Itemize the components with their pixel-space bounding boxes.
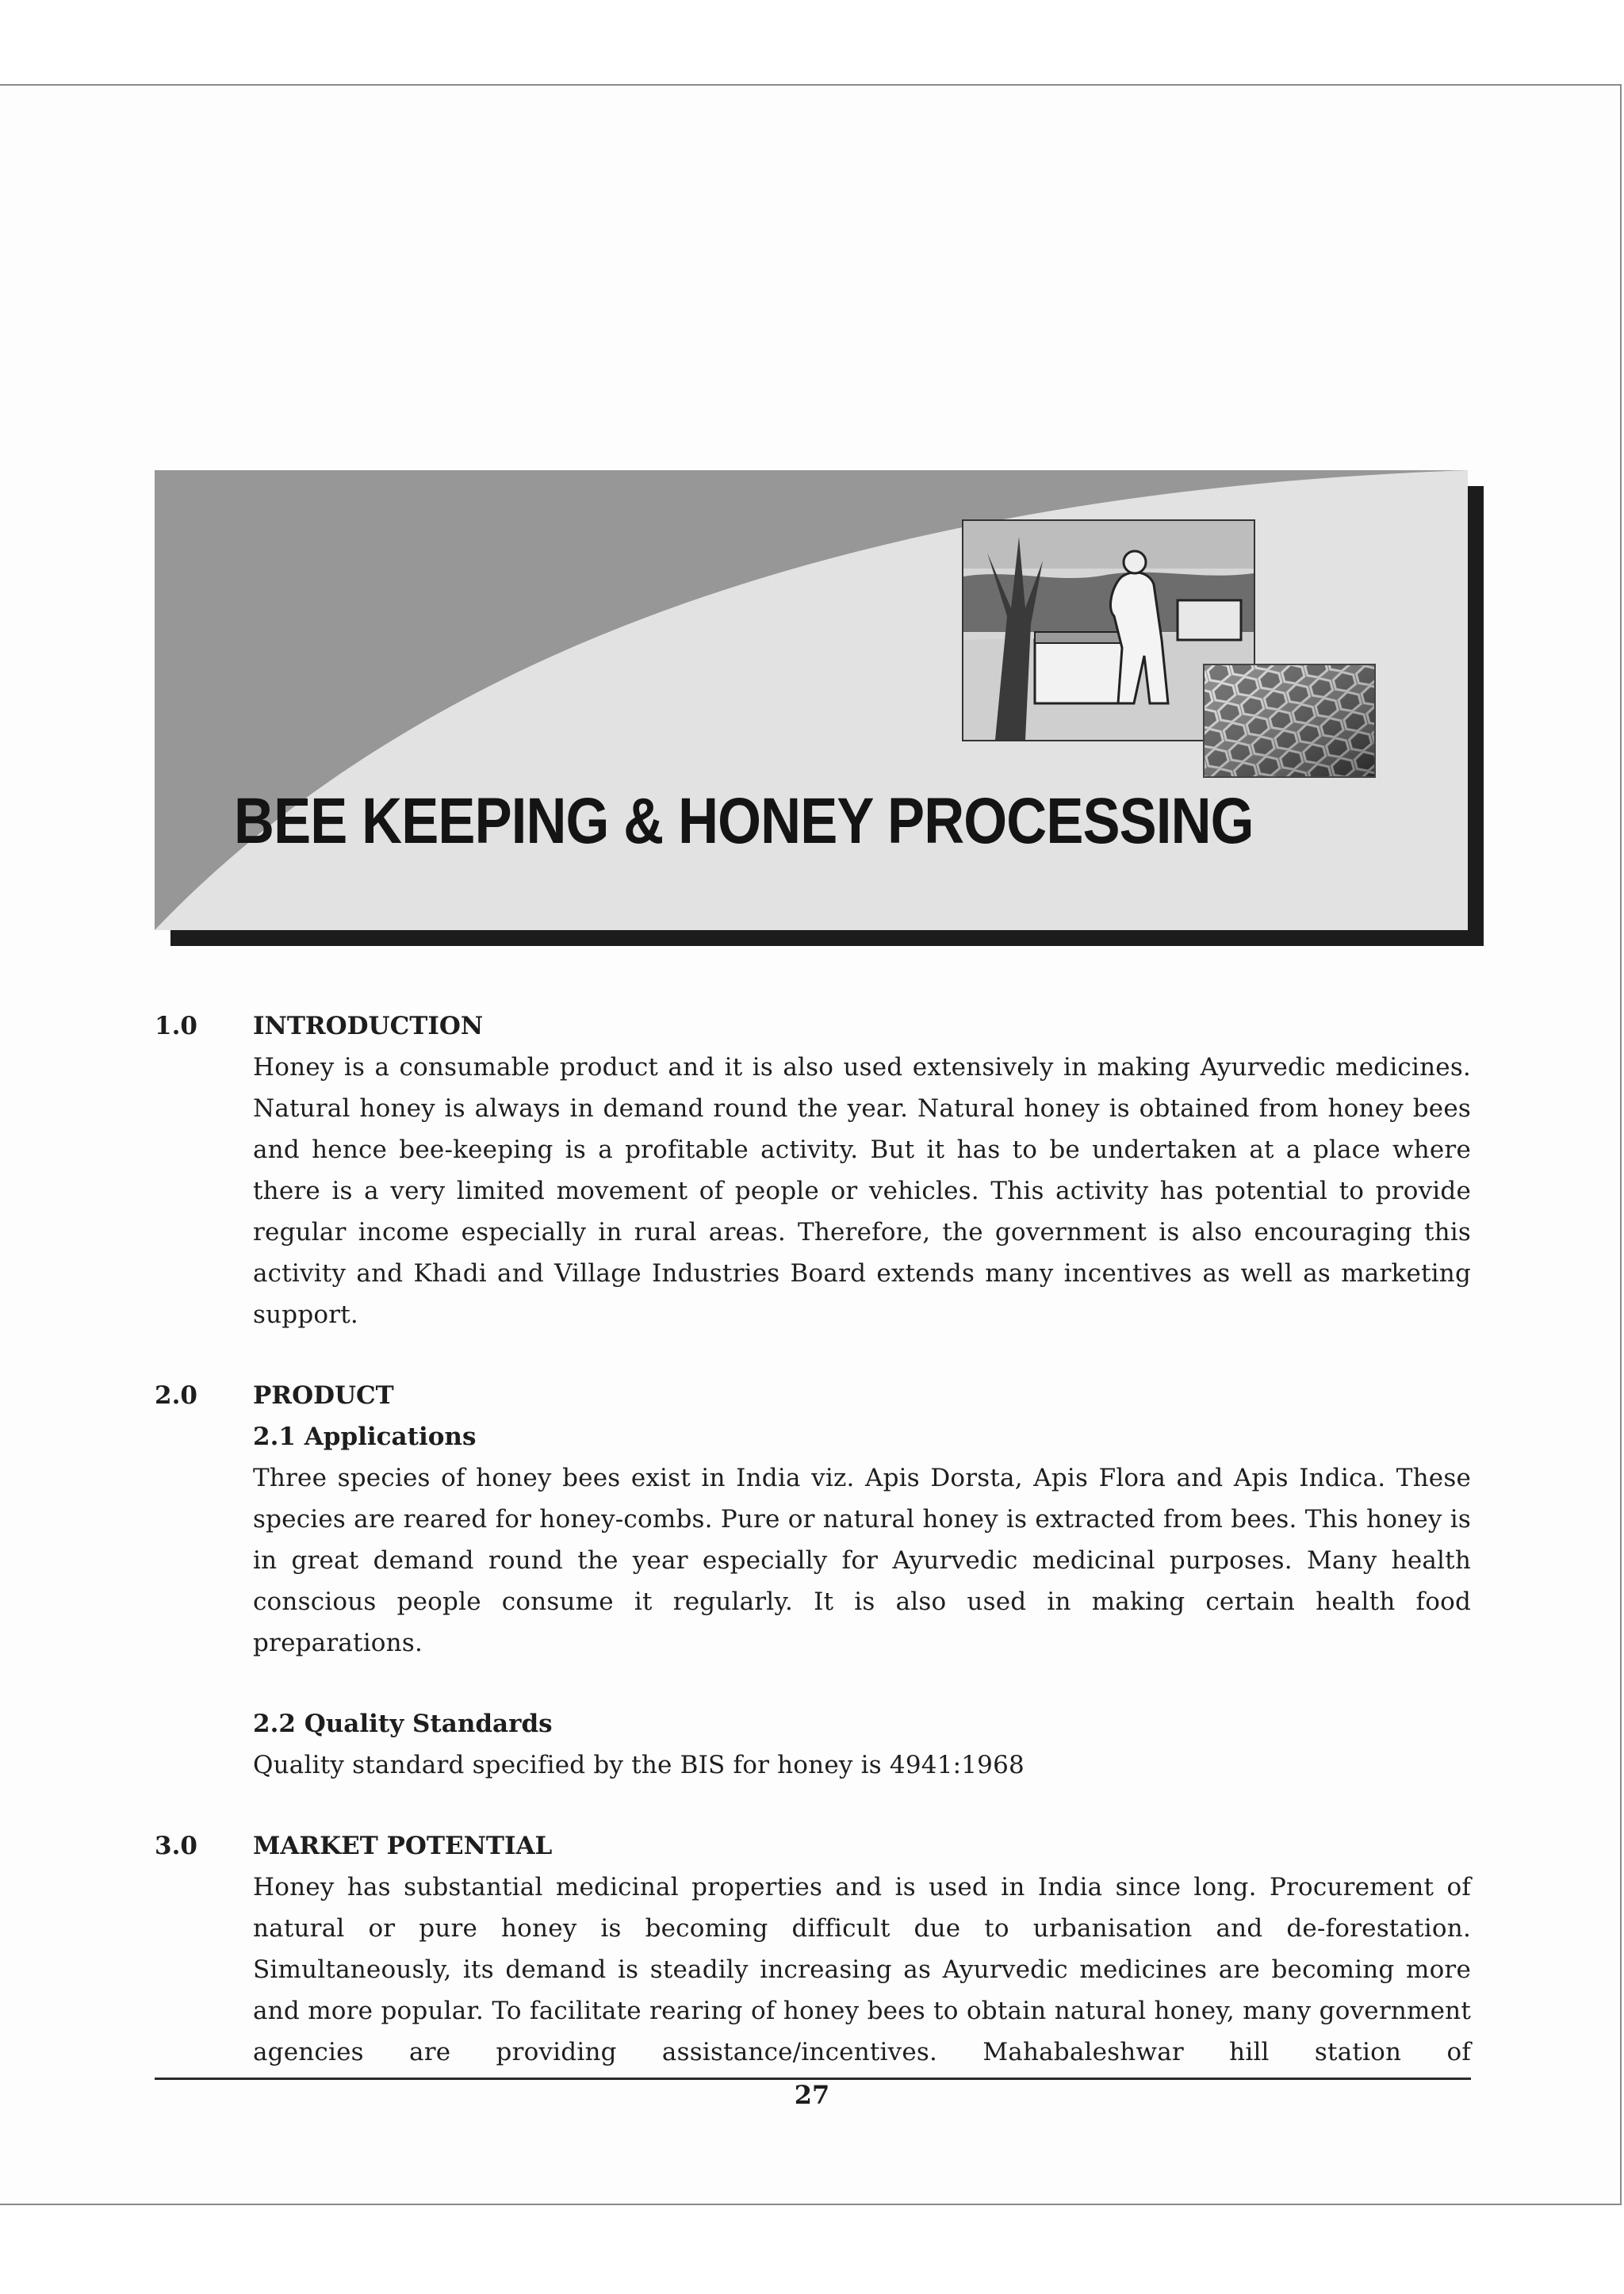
section-paragraph: Honey has substantial medicinal properties and is used in India since long. Procurement of natural or pure honey is becoming difficult due to urbanisation and de-forestation. Simultaneously, its demand is steadily increasing as Ayurvedic medicines are becoming more and more popular. To facilitate rearing of honey bees to obtain natural honey, many government agencies are providing assistance/incentives. Mahabaleshwar hill station of (253, 1873, 1471, 2066)
chapter-title: BEE KEEPING & HONEY PROCESSING (234, 785, 1254, 857)
section-product (155, 1375, 1471, 1786)
section-heading: MARKET POTENTIAL (253, 1832, 553, 1860)
section-number: 3.0 (155, 1832, 197, 1860)
subsection-heading-quality-standards: 2.2 Quality Standards (253, 1710, 553, 1738)
honeycomb-photo (1203, 664, 1376, 778)
quality-standards-paragraph: Quality standard specified by the BIS for honey is 4941:1968 (253, 1751, 1025, 1779)
applications-paragraph: Three species of honey bees exist in India viz. Apis Dorsta, Apis Flora and Apis Indica. These species are reared for honey-combs. Pure or natural honey is extracted from bees. This honey is in great demand round the year especially for Ayurvedic medicinal purposes. Many health conscious people consume it regularly. It is also used in making certain health food preparations. (253, 1464, 1471, 1657)
section-number: 2.0 (155, 1381, 197, 1410)
section-heading: PRODUCT (253, 1381, 394, 1410)
section-paragraph: Honey is a consumable product and it is also used extensively in making Ayurvedic medicines. Natural honey is always in demand round the year. Natural honey is obtained from honey bees and hence bee-keeping is a profitable activity. But it has to be undertaken at a place where there is a very limited movement of people or vehicles. This activity has potential to provide regular income especially in rural areas. Therefore, the government is also encouraging this activity and Khadi and Village Industries Board extends many incentives as well as marketing support. (253, 1053, 1471, 1329)
section-introduction (155, 1005, 1471, 1335)
subsection-heading-applications: 2.1 Applications (253, 1423, 477, 1451)
section-heading: INTRODUCTION (253, 1012, 484, 1040)
chapter-banner (155, 470, 1484, 946)
document-body (155, 1005, 1471, 2112)
page-number: 27 (794, 2080, 830, 2110)
section-number: 1.0 (155, 1012, 197, 1040)
section-market-potential (155, 1825, 1471, 2073)
